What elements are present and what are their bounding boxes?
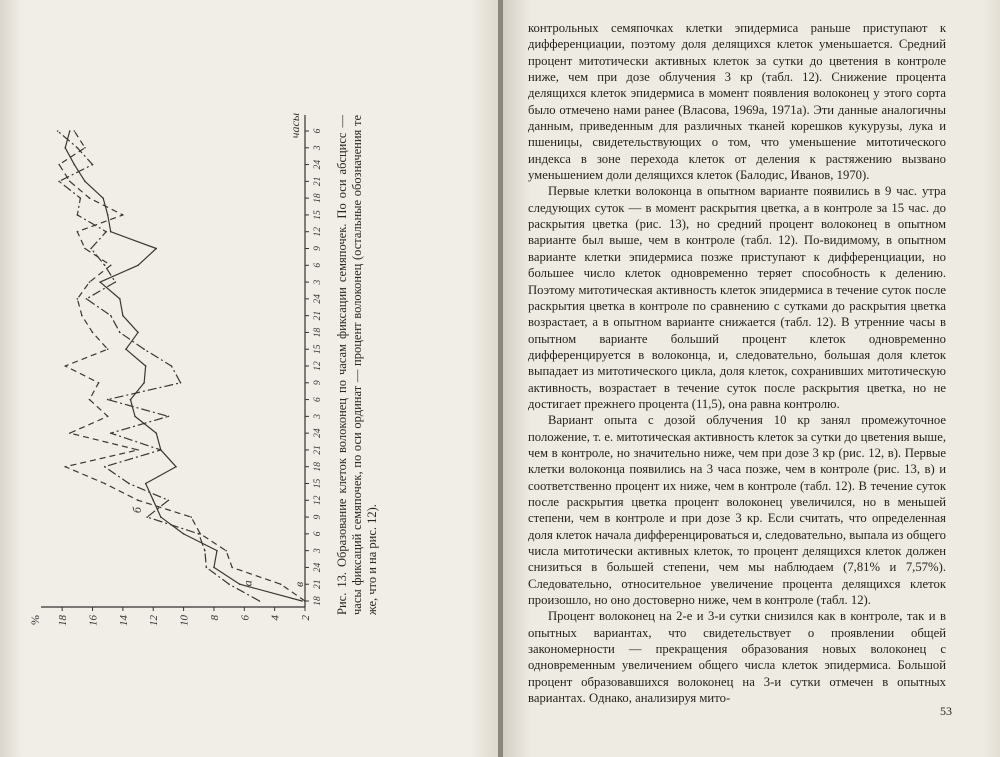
x-tick-label: 3: [313, 548, 323, 554]
x-tick-label: 12: [313, 495, 323, 506]
body-text: [528, 20, 946, 706]
y-tick-label: 14: [117, 615, 130, 626]
data-point: [89, 197, 91, 199]
data-point: [145, 365, 147, 367]
data-point: [64, 365, 66, 367]
data-point: [228, 583, 230, 585]
y-tick-label: 8: [208, 615, 221, 621]
x-tick-label: 18: [313, 327, 323, 338]
data-point: [105, 231, 107, 233]
y-tick-label: 4: [269, 615, 282, 621]
paragraph: контрольных семяпочках клетки эпидермиса раньше приступают к дифференциации, поэтому доля делящихся клеток уменьшается. Средний процент митотически активных клеток за сутки до цветения в контроле ниже, чем при дозе облучения 3 кр (табл. 12). Снижение процента делящихся клеток эпидермиса в момент появления волоконец у этого сорта было отмечено нами ранее (Власова, 1969а, 1971а). Эти данные аналогичны данным, приведенным для различных тканей корешков кукурузы, лука и пшеницы, свидетельствующих о том, что уменьшение митотического индекса в зоне перехода клеток от деления к растяжению вызвано уменьшением доли делящихся клеток (Балодис, Иванов, 1970).: [528, 21, 946, 183]
data-point: [160, 449, 162, 451]
x-tick-label: 24: [313, 562, 323, 573]
x-tick-label: 6: [313, 531, 323, 537]
data-point: [77, 298, 79, 300]
y-tick-label: 16: [87, 615, 100, 626]
figure-caption: Рис. 13. Образование клеток волоконец по часам фиксации семяпочек. По оси абсцисс — часы фиксаций семяпочек, по оси ординат — процент волоконец (остальные обозначения те же, что и на рис. 12).: [335, 115, 379, 615]
x-tick-label: 18: [313, 193, 323, 203]
data-point: [199, 533, 201, 535]
data-point: [231, 567, 233, 569]
y-unit-label: %: [28, 615, 42, 625]
data-point: [107, 416, 109, 418]
data-point: [89, 281, 91, 283]
data-point: [107, 399, 109, 401]
y-tick-label: 12: [148, 615, 161, 626]
data-point: [114, 281, 116, 283]
data-point: [110, 231, 112, 233]
data-point: [216, 550, 218, 552]
data-point: [137, 449, 139, 451]
data-point: [122, 315, 124, 317]
y-tick-label: 6: [239, 615, 252, 621]
data-point: [58, 164, 60, 166]
figure-13: [28, 95, 425, 655]
series-line-а: [65, 131, 302, 601]
series-line-б: [58, 131, 260, 601]
data-point: [152, 499, 154, 501]
data-point: [110, 264, 112, 266]
data-point: [134, 416, 136, 418]
data-point: [102, 197, 104, 199]
data-point: [190, 516, 192, 518]
data-point: [145, 483, 147, 485]
x-tick-label: 21: [313, 176, 323, 187]
data-point: [128, 483, 130, 485]
x-tick-label: 18: [313, 596, 323, 606]
data-point: [175, 466, 177, 468]
data-point: [130, 399, 132, 401]
paragraph: Вариант опыта с дозой облучения 10 кр занял промежуточное положение, т. е. митотическая активность клеток за сутки до цветения выше, чем в контроле, но значительно ниже, чем при дозе 3 кр (рис. 12, в). Первые клетки волоконца появились на 3 часа позже, чем в контроле (рис. 13, в) и соответственно процент их ниже, чем в контроле (табл. 12). В течение суток после раскрытия цветка процент волоконец увеличился, но в меньшей степени, чем в контроле и при дозе 3 кр. Если считать, что определенная доля клеток начала дифференцироваться и, следовательно, выпала из общего числа митотически активных клеток, то процент делящихся клеток должен снизиться в большей степени, чем мы наблюдаем (7,81% и 7,57%). Следовательно, относительное увеличение процента делящихся клеток произошло, но оно достоверно ниже, чем в контроле (табл. 12).: [528, 413, 946, 608]
data-point: [125, 348, 127, 350]
data-point: [104, 483, 106, 485]
x-tick-label: 6: [313, 262, 323, 268]
data-point: [81, 315, 83, 317]
x-tick-label: 12: [313, 226, 323, 237]
data-point: [99, 281, 101, 283]
data-point: [259, 600, 261, 602]
x-tick-label: 15: [313, 478, 323, 489]
data-point: [74, 130, 76, 132]
data-point: [77, 231, 79, 233]
data-point: [84, 181, 86, 183]
data-point: [64, 147, 66, 149]
series-label: б: [130, 507, 145, 514]
data-point: [280, 583, 282, 585]
data-point: [183, 533, 185, 535]
data-point: [107, 214, 109, 216]
series-label: в: [292, 581, 306, 587]
data-point: [58, 181, 60, 183]
data-point: [137, 264, 139, 266]
data-point: [77, 147, 79, 149]
x-tick-label: 3: [313, 145, 323, 151]
data-point: [137, 332, 139, 334]
data-point: [146, 516, 148, 518]
series-label: а: [240, 580, 255, 587]
data-point: [104, 264, 106, 266]
data-point: [137, 499, 139, 501]
x-tick-label: 15: [313, 210, 323, 220]
x-tick-label: 6: [313, 397, 323, 402]
x-tick-label: 21: [313, 445, 323, 455]
data-point: [160, 516, 162, 518]
x-tick-label: 3: [313, 279, 323, 285]
data-point: [225, 550, 227, 552]
data-point: [80, 197, 82, 199]
data-point: [204, 550, 206, 552]
data-point: [57, 130, 59, 132]
data-point: [89, 399, 91, 401]
data-point: [206, 567, 208, 569]
x-tick-label: 18: [313, 461, 323, 472]
data-point: [168, 499, 170, 501]
data-point: [119, 332, 121, 334]
paragraph: Первые клетки волоконца в опытном варианте появились в 9 час. утра следующих суток — в момент раскрытия цветка, а в контроле за 15 час. до раскрытия цветка (рис. 13), но средний процент волоконец в опытном варианте был выше, чем в контроле (табл. 12). По-видимому, в опытном варианте клетки эпидермиса позже приступают к дифференциации, но большее число клеток одновременно теряет способность к делению. Поэтому митотическая активность клеток эпидермиса в течение суток после раскрытия цветка в контроле по сравнению с сутками до раскрытия цветка возрастает, а в опытном варианте снижается (табл. 12). В утренние часы в опытном варианте больший процент клеток одновременно дифференцируется в волоконца, и, следовательно, большая доля клеток выпадает из митотического цикла, доля клеток, сохранивших митотическую активность, возрастает в течение суток после раскрытия цветка, но не достигает прежнего процента (11,5), она равна контролю.: [528, 184, 946, 411]
x-tick-label: 9: [313, 514, 323, 520]
data-point: [119, 298, 121, 300]
data-point: [104, 466, 106, 468]
x-tick-label: 3: [313, 413, 323, 419]
data-point: [155, 432, 157, 434]
x-tick-label: 24: [313, 294, 323, 304]
line-chart: [28, 95, 335, 655]
data-point: [77, 214, 79, 216]
series-line-в: [59, 131, 305, 601]
data-point: [301, 600, 303, 602]
data-point: [122, 214, 124, 216]
x-tick-label: 12: [313, 361, 323, 371]
y-tick-label: 18: [57, 615, 70, 626]
data-point: [213, 567, 215, 569]
data-point: [84, 248, 86, 250]
x-tick-label: 24: [313, 159, 323, 170]
y-tick-label: 10: [178, 615, 191, 626]
data-point: [74, 164, 76, 166]
data-point: [92, 164, 94, 166]
data-point: [304, 600, 306, 602]
data-point: [110, 315, 112, 317]
data-point: [143, 348, 145, 350]
data-point: [110, 432, 112, 434]
x-tick-label: 15: [313, 344, 323, 354]
data-point: [90, 248, 92, 250]
data-point: [168, 416, 170, 418]
data-point: [92, 332, 94, 334]
x-unit-label: часы: [288, 113, 302, 139]
data-point: [171, 365, 173, 367]
x-tick-label: 21: [313, 579, 323, 589]
data-point: [69, 432, 71, 434]
data-point: [86, 298, 88, 300]
data-point: [143, 382, 145, 384]
paragraph: Процент волоконец на 2-е и 3-и сутки снизился как в контроле, так и в опытных вариантах, что свидетельствует о проявлении общей закономерности — прекращения образования новых волоконец с одновременным увеличением общего числа клеток эпидермиса. Большой процент образовавшихся волоконец на 3-и сутки отмечен в опытных вариантах. Однако, анализируя мито-: [528, 609, 946, 706]
data-point: [98, 382, 100, 384]
x-tick-label: 9: [313, 246, 323, 251]
data-point: [180, 382, 182, 384]
data-point: [69, 130, 71, 132]
x-tick-label: 21: [313, 310, 323, 321]
data-point: [84, 147, 86, 149]
data-point: [69, 181, 71, 183]
y-tick-label: 2: [300, 615, 312, 621]
x-tick-label: 9: [313, 380, 323, 386]
data-point: [64, 466, 66, 468]
data-point: [155, 248, 157, 250]
x-tick-label: 24: [313, 428, 323, 438]
page-number: 53: [940, 704, 952, 718]
data-point: [107, 348, 109, 350]
x-tick-label: 6: [313, 128, 323, 134]
